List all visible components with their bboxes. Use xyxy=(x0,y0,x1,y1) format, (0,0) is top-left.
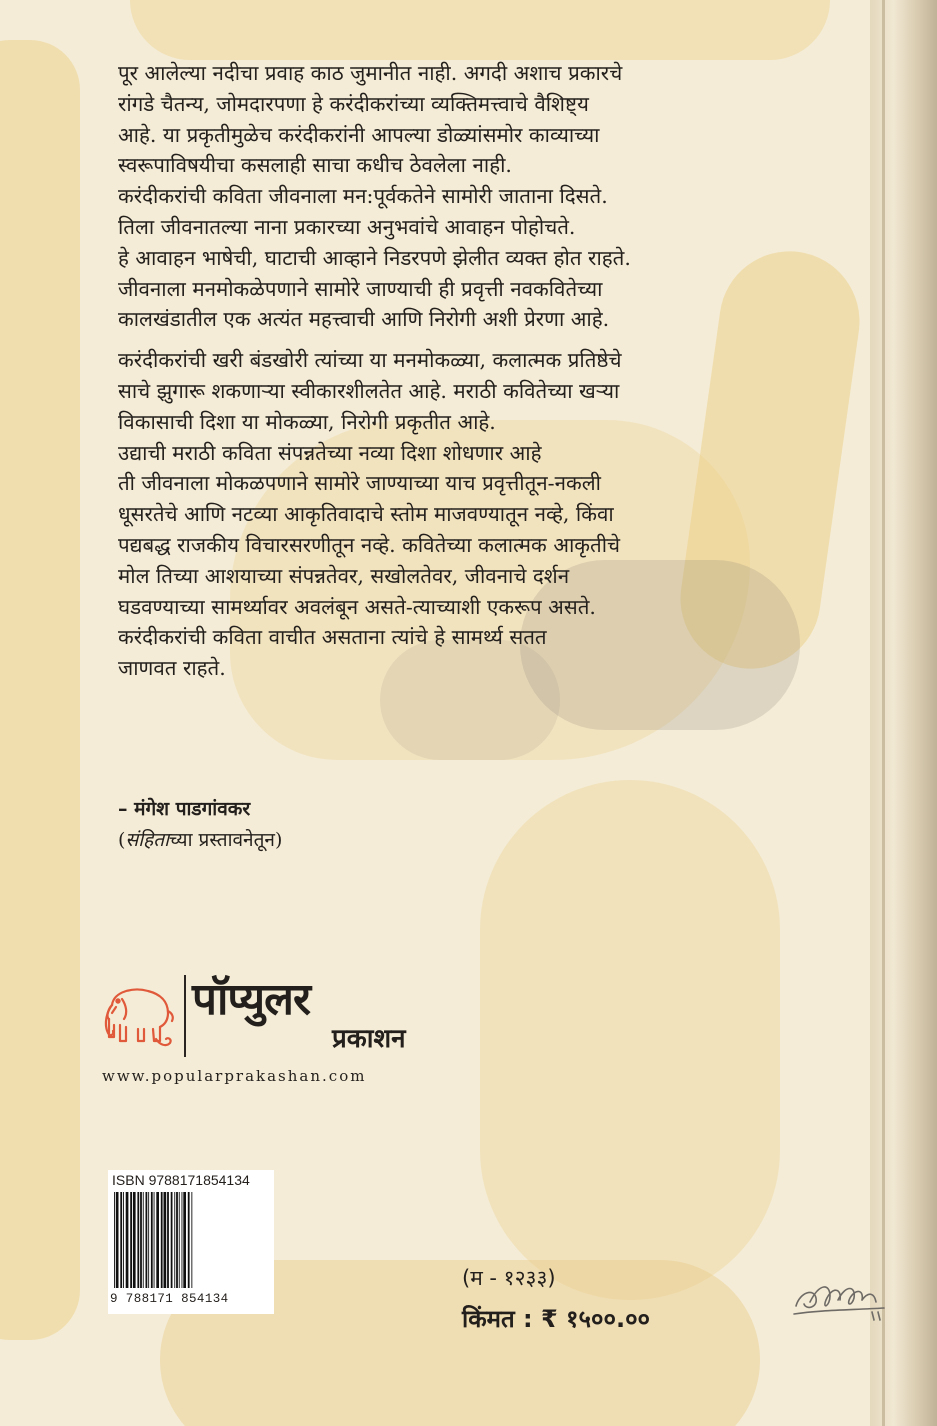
barcode-bar xyxy=(179,1192,180,1288)
spine-edge xyxy=(870,0,937,1426)
spine-line xyxy=(882,0,885,1426)
barcode-bar xyxy=(120,1192,122,1288)
text-line: रांगडे चैतन्य, जोमदारपणा हे करंदीकरांच्या व्यक्तिमत्त्वाचे वैशिष्ट्य xyxy=(118,91,589,116)
barcode-bar xyxy=(176,1192,178,1288)
text-line: पद्यबद्ध राजकीय विचारसरणीतून नव्हे. कवितेच्या कलात्मक आकृतीचे xyxy=(118,532,621,557)
barcode-bars xyxy=(112,1192,270,1288)
text-line: उद्याची मराठी कविता संपन्नतेच्या नव्या दिशा शोधणार आहे xyxy=(118,440,542,465)
watercolor-wash xyxy=(130,0,830,60)
barcode-bar xyxy=(174,1192,175,1288)
isbn-label: ISBN 9788171854134 xyxy=(112,1172,250,1188)
watercolor-wash xyxy=(0,40,80,1340)
barcode-bar xyxy=(154,1192,155,1288)
barcode-bar xyxy=(140,1192,142,1288)
watercolor-wash xyxy=(480,780,780,1300)
text-line: करंदीकरांची कविता जीवनाला मन:पूर्वकतेने सामोरी जाताना दिसते. xyxy=(118,184,608,209)
text-line: घडवण्याच्या सामर्थ्यावर अवलंबून असते-त्याच्याशी एकरूप असते. xyxy=(118,594,596,619)
barcode-bar xyxy=(143,1192,144,1288)
text-line: जीवनाला मनमोकळेपणाने सामोरे जाण्याची ही प्रवृत्ती नवकवितेच्या xyxy=(118,276,603,301)
publisher-logo xyxy=(100,975,430,1063)
text-line: धूसरतेचे आणि नटव्या आकृतिवादाचे स्तोम माजवण्यातून नव्हे, किंवा xyxy=(118,502,614,527)
barcode-digits: 9 788171 854134 xyxy=(110,1292,229,1306)
publisher-sub: प्रकाशन xyxy=(332,1024,406,1054)
price: किंमत : ₹ १५००.०० xyxy=(462,1305,651,1333)
text-line: स्वरूपाविषयीचा कसलाही साचा कधीच ठेवलेला नाही. xyxy=(118,153,512,178)
barcode-bar xyxy=(171,1192,173,1288)
barcode-bar xyxy=(156,1192,159,1288)
text-line: साचे झुगारू शकणाऱ्या स्वीकारशीलतेत आहे. मराठी कवितेच्या खऱ्या xyxy=(118,378,620,403)
isbn-barcode xyxy=(108,1170,274,1314)
barcode-bar xyxy=(161,1192,163,1288)
text-line: पूर आलेल्या नदीचा प्रवाह काठ जुमानीत नाही. अगदी अशाच प्रकारचे xyxy=(118,61,623,85)
text-line: हे आवाहन भाषेची, घाटाची आव्हाने निडरपणे झेलीत व्यक्त होत राहते. xyxy=(118,245,631,270)
barcode-bar xyxy=(146,1192,148,1288)
barcode-bar xyxy=(126,1192,129,1288)
barcode-bar xyxy=(130,1192,132,1288)
blurb-paragraph-1 xyxy=(118,58,758,335)
text-line: आहे. या प्रकृतीमुळेच करंदीकरांनी आपल्या डोळ्यांसमोर काव्याच्या xyxy=(118,122,600,147)
publisher-website: www.popularprakashan.com xyxy=(102,1067,367,1085)
barcode-bar xyxy=(116,1192,119,1288)
barcode-bar xyxy=(188,1192,190,1288)
barcode-bar xyxy=(133,1192,136,1288)
source-paren: ( xyxy=(118,829,126,851)
barcode-bar xyxy=(123,1192,124,1288)
text-line: कालखंडातील एक अत्यंत महत्त्वाची आणि निरोगी अशी प्रेरणा आहे. xyxy=(118,307,610,332)
logo-divider xyxy=(184,975,186,1057)
barcode-bar xyxy=(137,1192,139,1288)
barcode-bar xyxy=(148,1192,149,1288)
handwritten-signature xyxy=(790,1262,890,1342)
publisher-name: पॉप्युलर xyxy=(192,974,310,1025)
text-line: ती जीवनाला मोकळपणाने सामोरे जाण्याच्या याच प्रवृत्तीतून-नकली xyxy=(118,471,601,496)
barcode-bar xyxy=(167,1192,169,1288)
source-rest: च्या प्रस्तावनेतून) xyxy=(169,829,283,851)
text-line: तिला जीवनातल्या नाना प्रकारच्या अनुभवांचे आवाहन पोहोचते. xyxy=(118,214,576,239)
elephant-icon xyxy=(100,975,182,1057)
text-line: विकासाची दिशा या मोकळ्या, निरोगी प्रकृतीत आहे. xyxy=(118,409,496,434)
catalog-number: (म - १२३३) xyxy=(462,1266,556,1290)
blurb-text xyxy=(118,58,758,684)
text-line: मोल तिच्या आशयाच्या संपन्नतेवर, सखोलतेवर, जीवनाचे दर्शन xyxy=(118,563,570,588)
barcode-bar xyxy=(182,1192,183,1288)
barcode-bar xyxy=(151,1192,153,1288)
text-line: जाणवत राहते. xyxy=(118,656,226,681)
text-line: करंदीकरांची कविता वाचीत असताना त्यांचे हे सामर्थ्य सतत xyxy=(118,625,547,650)
barcode-bar xyxy=(191,1192,192,1288)
author-attribution: – मंगेश पाडगांवकर xyxy=(118,798,251,820)
source-book-title: संहिता xyxy=(125,829,170,851)
barcode-bar xyxy=(164,1192,167,1288)
source-attribution xyxy=(118,826,282,852)
barcode-bar xyxy=(114,1192,115,1288)
blurb-paragraph-2 xyxy=(118,345,758,684)
text-line: करंदीकरांची खरी बंडखोरी त्यांच्या या मनमोकळ्या, कलात्मक प्रतिष्ठेचे xyxy=(118,348,622,373)
barcode-bar xyxy=(183,1192,186,1288)
